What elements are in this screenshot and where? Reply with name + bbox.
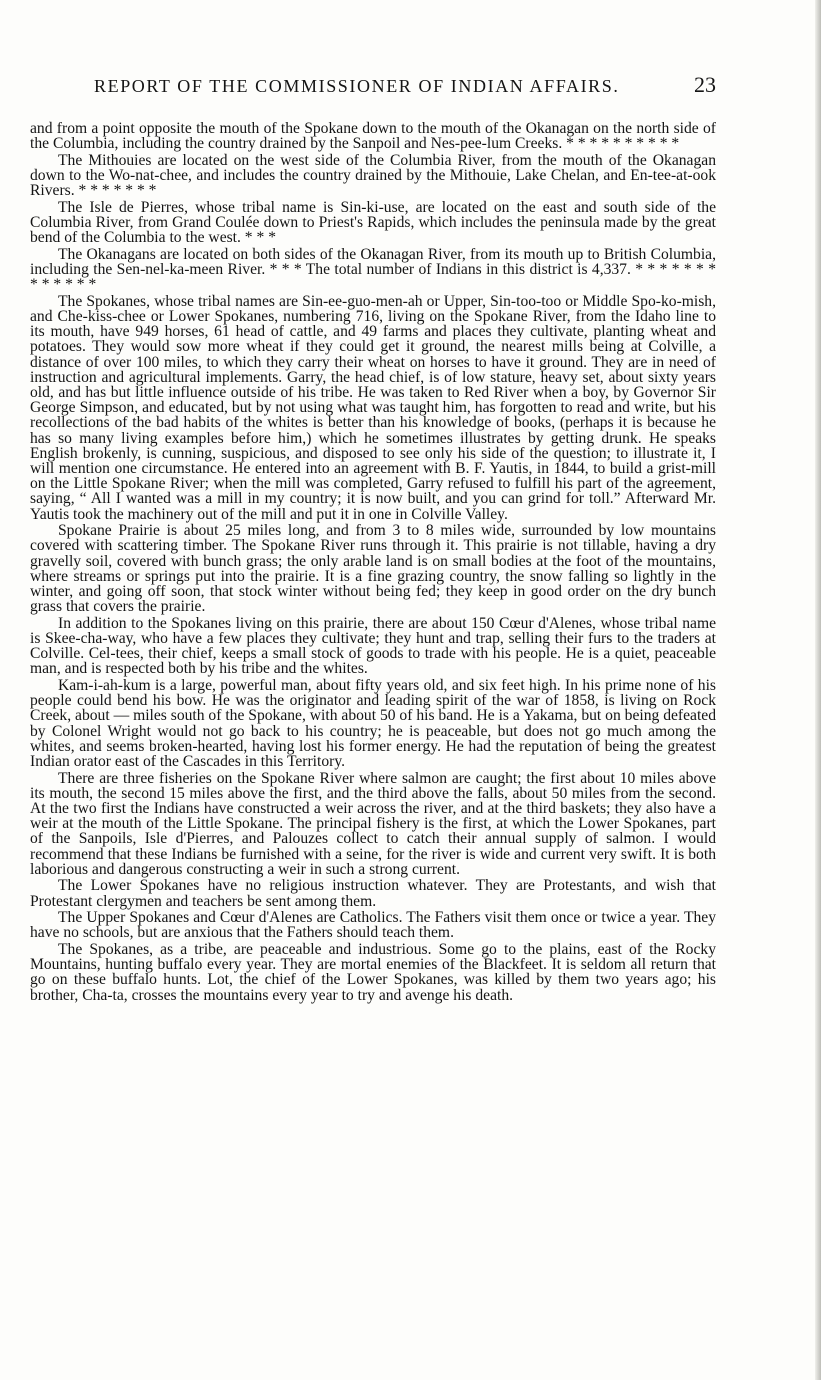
paragraph-spokane-prairie: Spokane Prairie is about 25 miles long, and from 3 to 8 miles wide, surrounded by low mountains covered with scattering timber. The Spokane River runs through it. This prairie is not tillable, having a dry gravelly soil, covered with bunch grass; the only arable land is on small bodies at the foot of the mountains, where streams or springs put into the prairie. It is a fine grazing country, the snow falling so lightly in the winter, and going off soon, that stock winter without being fed; they keep in good order on the dry bunch grass that covers the prairie.	[30, 522, 716, 616]
paragraph-spokanes: The Spokanes, whose tribal names are Sin-ee-guo-men-ah or Upper, Sin-too-too or Middle Spo-ko-mish, and Che-kiss-chee or Lower Spokanes, numbering 716, living on the Spokane River, from the Idaho line to its mouth, have 949 horses, 61 head of cattle, and 49 farms and places they cultivate, planting wheat and potatoes. They would sow more wheat if they could get it ground, the nearest mills being at Colville, a distance of over 100 miles, to which they carry their wheat on horses to have it ground. They are in need of instruction and agricultural implements. Garry, the head chief, is of low stature, heavy set, about sixty years old, and has but little influence outside of his tribe. He was taken to Red River when a boy, by Governor Sir George Simpson, and educated, but by not using what was taught him, has forgotten to read and write, but his recollections of the bad habits of the whites is better than his knowledge of books, (perhaps it is because he has so many living examples before him,) which he sometimes illustrates by getting drunk. He speaks English brokenly, is cunning, suspicious, and disposed to see only his side of the question; to illustrate it, I will mention one circumstance. He entered into an agreement with B. F. Yautis, in 1844, to build a grist-mill on the Little Spokane River; when the mill was completed, Garry refused to fulfill his part of the agreement, saying, “ All I wanted was a mill in my country; it is now built, and you can grind for toll.” Afterward Mr. Yautis took the machinery out of the mill and put it in one in Colville Valley.	[30, 292, 716, 523]
paragraph-lower-spokanes-religion: The Lower Spokanes have no religious instruction whatever. They are Protestants, and wish that Protestant clergymen and teachers be sent among them.	[30, 877, 716, 910]
page-header	[30, 72, 720, 98]
paragraph-spokanes-tribe: The Spokanes, as a tribe, are peaceable and industrious. Some go to the plains, east of the Rocky Mountains, hunting buffalo every year. They are mortal enemies of the Blackfeet. It is seldom all return that go on these buffalo hunts. Lot, the chief of the Lower Spokanes, was killed by them two years ago; his brother, Cha-ta, crosses the mountains every year to try and avenge his death.	[30, 941, 716, 1004]
paragraph-mithouies: The Mithouies are located on the west side of the Columbia River, from the mouth of the Okanagan down to the Wo-nat-chee, and includes the country drained by the Mithouie, Lake Chelan, and En-tee-at-ook Rivers. * * * * * * *	[30, 151, 716, 200]
paragraph-isle-de-pierres: The Isle de Pierres, whose tribal name is Sin-ki-use, are located on the east and south side of the Columbia River, from Grand Coulée down to Priest's Rapids, which includes the peninsula made by the great bend of the Columbia to the west. * * *	[30, 198, 716, 247]
body-text	[30, 121, 716, 1004]
running-title: REPORT OF THE COMMISSIONER OF INDIAN AFFAIRS.	[94, 76, 620, 96]
page-number: 23	[694, 72, 716, 97]
paragraph-kam-i-ah-kum: Kam-i-ah-kum is a large, powerful man, about fifty years old, and six feet high. In his prime none of his people could bend his bow. He was the originator and leading spirit of the war of 1858, is living on Rock Creek, about — miles south of the Spokane, with about 50 of his band. He is a Yakama, but on being defeated by Colonel Wright would not go back to his country; he is peaceable, but does not go much among the whites, and seems broken-hearted, having lost his former energy. He had the reputation of being the greatest Indian orator east of the Cascades in this Territory.	[30, 677, 716, 771]
paragraph-okanagans: The Okanagans are located on both sides of the Okanagan River, from its mouth up to British Columbia, including the Sen-nel-ka-meen River. * * * The total number of Indians in this district is 4,337. * * * * * * * * * * * * *	[30, 245, 716, 294]
paragraph-continuation: and from a point opposite the mouth of the Spokane down to the mouth of the Okanagan on the north side of the Columbia, including the country drained by the Sanpoil and Nes-pee-lum Creeks. * * * * * * * * * *	[30, 120, 716, 153]
paragraph-coeur-dalenes: In addition to the Spokanes living on this prairie, there are about 150 Cœur d'Alenes, whose tribal name is Skee-cha-way, who have a few places they cultivate; they hunt and trap, selling their furs to the traders at Colville. Cel-tees, their chief, keeps a small stock of goods to trade with his people. He is a quiet, peaceable man, and is respected both by his tribe and the whites.	[30, 614, 716, 678]
page-edge-shadow	[815, 0, 821, 1380]
paragraph-fisheries: There are three fisheries on the Spokane River where salmon are caught; the first about 10 miles above its mouth, the second 15 miles above the first, and the third above the falls, about 50 miles from the second. At the two first the Indians have constructed a weir across the river, and at the third baskets; they also have a weir at the mouth of the Little Spokane. The principal fishery is the first, at which the Lower Spokanes, part of the Sanpoils, Isle d'Pierres, and Palouzes collect to catch their annual supply of salmon. I would recommend that these Indians be furnished with a seine, for the river is wide and current very swift. It is both laborious and dangerous constructing a weir in such a strong current.	[30, 769, 716, 878]
paragraph-upper-spokanes-catholics: The Upper Spokanes and Cœur d'Alenes are Catholics. The Fathers visit them once or twice a year. They have no schools, but are anxious that the Fathers should teach them.	[30, 909, 716, 942]
